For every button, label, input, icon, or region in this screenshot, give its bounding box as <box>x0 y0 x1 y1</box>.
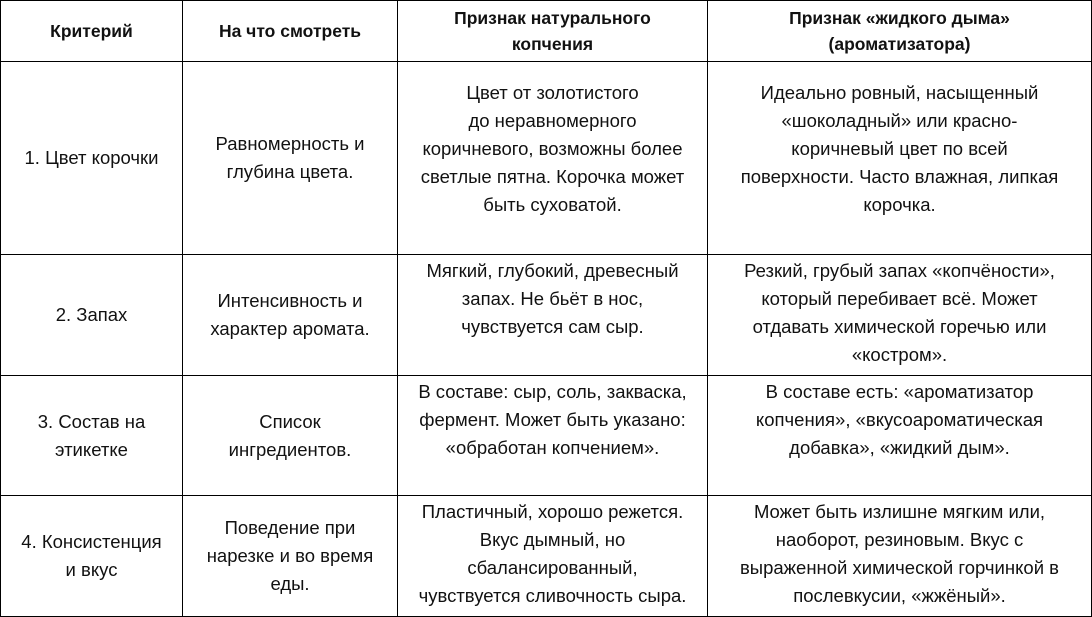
what-cell: Список ингредиентов. <box>183 376 398 496</box>
table-row <box>1 255 1092 376</box>
criterion-cell: 2. Запах <box>1 255 183 376</box>
liquid-smoke-cell: В составе есть: «ароматизатор копчения», «вкусоароматическая добавка», «жидкий дым». <box>708 376 1092 496</box>
natural-cell: Пластичный, хорошо режется. Вкус дымный, но сбалансированный, чувствуется сливочность сыра. <box>398 496 708 617</box>
natural-cell: Цвет от золотистого до неравномерного коричневого, возможны более светлые пятна. Корочка может быть суховатой. <box>398 62 708 255</box>
header-what-to-look-at: На что смотреть <box>183 1 398 62</box>
liquid-smoke-cell: Резкий, грубый запах «копчёности», который перебивает всё. Может отдавать химической горечью или «костром». <box>708 255 1092 376</box>
natural-cell: В составе: сыр, соль, закваска, фермент. Может быть указано: «обработан копчением». <box>398 376 708 496</box>
table-header-row <box>1 1 1092 62</box>
liquid-smoke-cell: Идеально ровный, насыщенный «шоколадный» или красно- коричневый цвет по всей поверхности. Часто влажная, липкая корочка. <box>708 62 1092 255</box>
what-cell: Поведение при нарезке и во время еды. <box>183 496 398 617</box>
table-row <box>1 376 1092 496</box>
table-row <box>1 62 1092 255</box>
header-natural-smoking: Признак натурального копчения <box>398 1 708 62</box>
table-row <box>1 496 1092 617</box>
header-criterion: Критерий <box>1 1 183 62</box>
header-liquid-smoke: Признак «жидкого дыма» (ароматизатора) <box>708 1 1092 62</box>
natural-cell: Мягкий, глубокий, древесный запах. Не бьёт в нос, чувствуется сам сыр. <box>398 255 708 376</box>
what-cell: Интенсивность и характер аромата. <box>183 255 398 376</box>
what-cell: Равномерность и глубина цвета. <box>183 62 398 255</box>
criterion-cell: 4. Консистенция и вкус <box>1 496 183 617</box>
criterion-cell: 1. Цвет корочки <box>1 62 183 255</box>
liquid-smoke-cell: Может быть излишне мягким или, наоборот, резиновым. Вкус с выраженной химической горчинкой в послевкусии, «жжёный». <box>708 496 1092 617</box>
criterion-cell: 3. Состав на этикетке <box>1 376 183 496</box>
